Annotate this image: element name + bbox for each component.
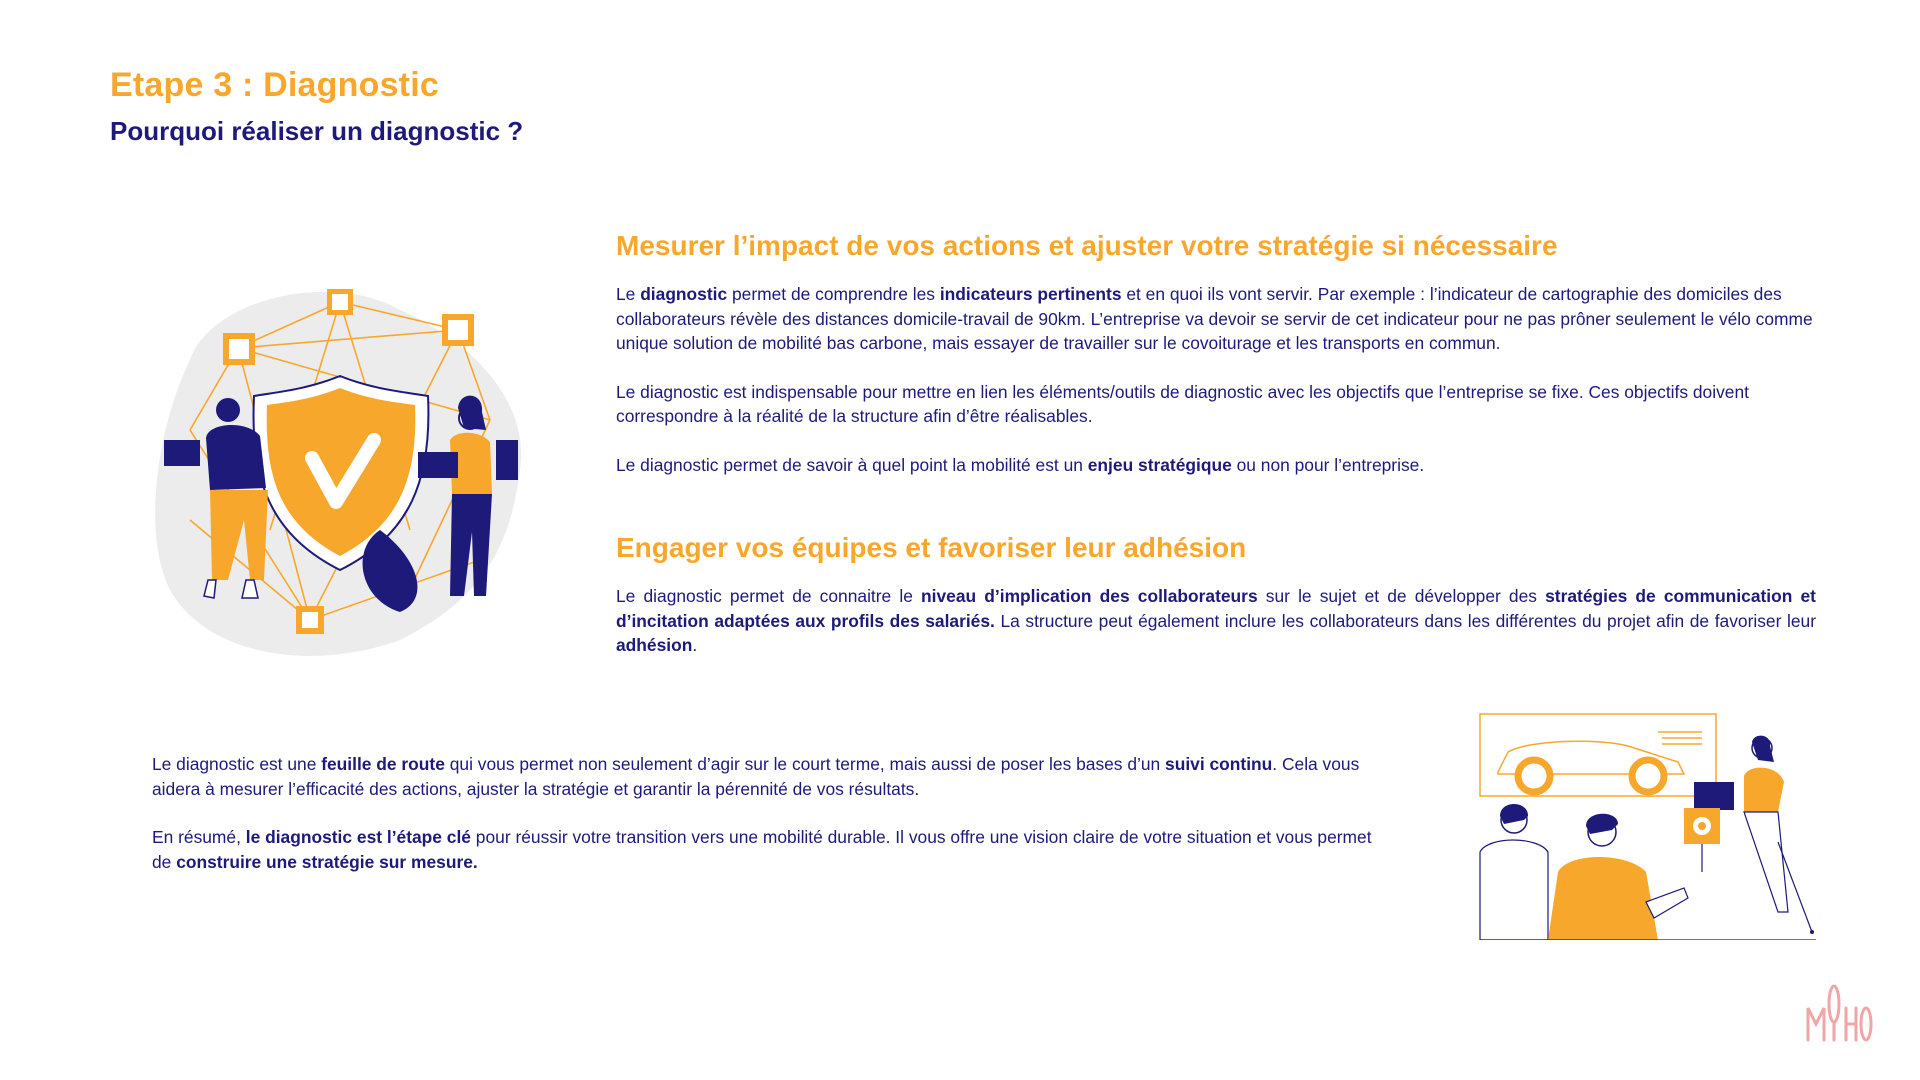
team-meeting-illustration <box>1478 712 1818 940</box>
paragraph: Le diagnostic est indispensable pour mettre en lien les éléments/outils de diagnostic avec les objectifs que l’entreprise se fixe. Ces objectifs doivent correspondre à la réalité de la structure afin d’être réalisables. <box>616 381 1749 426</box>
page-subtitle: Pourquoi réaliser un diagnostic ? <box>110 116 524 146</box>
laptop-icon <box>1694 782 1734 810</box>
paragraph: Le diagnostic permet de savoir à quel point la mobilité est un enjeu stratégique ou non pour l’entreprise. <box>616 454 1425 475</box>
page-title: Etape 3 : Diagnostic <box>110 66 439 104</box>
paragraph: Le diagnostic permet de connaitre le niveau d’implication des collaborateurs sur le sujet et de développer des stratégies de communication et d’incitation adaptées aux profils des salariés. La structure peut également inclure les collaborateurs dans les différentes du projet afin de favoriser leur adhésion. <box>616 586 1816 655</box>
summary <box>152 752 1392 898</box>
moho-logo <box>1804 982 1874 1044</box>
section-measure-impact <box>616 230 1816 501</box>
paragraph: Le diagnostic est une feuille de route qui vous permet non seulement d’agir sur le court terme, mais aussi de poser les bases d’un suivi continu. Cela vous aidera à mesurer l’efficacité des actions, ajuster la stratégie et garantir la pérennité de vos résultats. <box>152 754 1360 799</box>
paragraph: En résumé, le diagnostic est l’étape clé pour réussir votre transition vers une mobilité durable. Il vous offre une vision claire de votre situation et vous permet de construire une stratégie sur mesure. <box>152 827 1372 872</box>
section-heading: Engager vos équipes et favoriser leur adhésion <box>616 532 1247 563</box>
paragraph: Le diagnostic permet de comprendre les indicateurs pertinents et en quoi ils vont servir. Par exemple : l’indicateur de cartographie des domiciles des collaborateurs révèle des distances domicile-travail de 90km. L’entreprise va devoir se servir de cet indicateur pour ne pas prôner seulement le vélo comme unique solution de mobilité bas carbone, mais essayer de travailler sur le covoiturage et les transports en commun. <box>616 284 1813 353</box>
section-engage-teams <box>616 532 1816 682</box>
section-heading: Mesurer l’impact de vos actions et ajuster votre stratégie si nécessaire <box>616 230 1558 261</box>
shield-illustration <box>150 280 530 660</box>
